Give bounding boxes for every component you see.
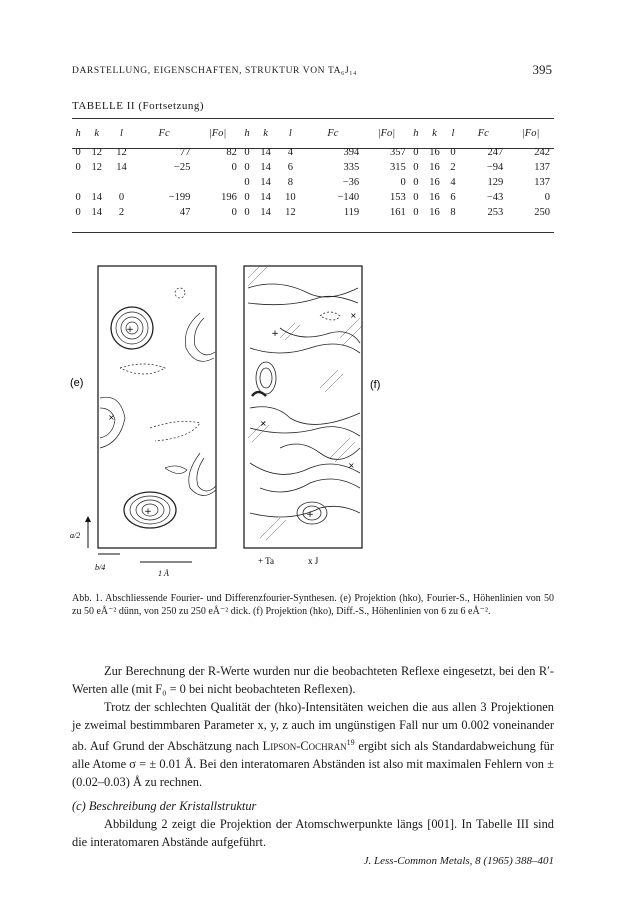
- table-cell: 0: [544, 192, 550, 203]
- table-cell: 0: [231, 162, 237, 173]
- table-cell: 12: [116, 147, 127, 158]
- table-cell: 357: [389, 147, 406, 158]
- ta-marker-e1: +: [126, 325, 134, 335]
- table-row: [72, 145, 554, 160]
- table-cell: 10: [285, 192, 296, 203]
- table-bottom-rule: [72, 232, 554, 233]
- table-top-rule: [72, 118, 554, 119]
- axis-b-label: b/4: [95, 563, 106, 572]
- j-marker-f1: ×: [350, 311, 357, 320]
- panel-f-hatching: [248, 266, 362, 540]
- table-cell: 242: [534, 147, 550, 158]
- table-cell: 16: [429, 207, 440, 218]
- table-cell: 14: [91, 192, 102, 203]
- table-cell: 153: [389, 192, 406, 203]
- j-marker-f2: ×: [260, 419, 267, 428]
- table-cell: 16: [429, 162, 440, 173]
- label-e: (e): [70, 377, 84, 389]
- table-cell: 82: [226, 147, 237, 158]
- citation-ref: 19: [346, 738, 355, 747]
- table-cell: 0: [413, 192, 419, 203]
- column-header: |Fo|: [208, 128, 227, 139]
- contour-figure: [70, 258, 480, 598]
- table-cell: [194, 175, 241, 190]
- column-header: Fc: [327, 128, 339, 139]
- table-cell: 77: [179, 147, 191, 158]
- data-table: [72, 125, 554, 220]
- running-title: DARSTELLUNG, EIGENSCHAFTEN, STRUKTUR VON TA₆J₁₄: [72, 66, 358, 76]
- scale-label: 1 Å: [158, 569, 169, 578]
- column-header: l: [120, 128, 123, 139]
- table-header-row: [72, 125, 554, 145]
- table-cell: 12: [91, 162, 102, 173]
- table-cell: −43: [486, 192, 504, 203]
- table-cell: 0: [244, 207, 250, 218]
- column-header: k: [94, 128, 100, 139]
- ta-marker-e2: +: [144, 507, 152, 517]
- table-caption: TABELLE II (Fortsetzung): [72, 100, 205, 112]
- column-header: |Fo|: [521, 128, 540, 139]
- table-cell: 14: [260, 147, 271, 158]
- axis-a-label: a/2: [70, 531, 81, 540]
- running-header: [72, 60, 552, 80]
- column-header: l: [288, 128, 292, 139]
- table-body: [72, 145, 554, 220]
- table-cell: 4: [287, 147, 293, 158]
- table-cell: [84, 175, 109, 190]
- j-marker-e: ×: [108, 413, 115, 422]
- table-cell: 394: [343, 147, 360, 158]
- table-cell: 2: [450, 162, 456, 173]
- column-header: h: [244, 128, 250, 139]
- table-cell: 14: [260, 162, 271, 173]
- table-cell: [72, 175, 84, 190]
- paragraph-3: Abbildung 2 zeigt die Projektion der Atomschwerpunkte längs [001]. In Tabelle III sind die interatomaren Abstände aufgeführt.: [72, 817, 554, 850]
- column-header: h: [413, 128, 419, 139]
- label-f: (f): [370, 379, 381, 391]
- table-cell: 8: [287, 177, 293, 188]
- panel-e-frame: [98, 266, 216, 548]
- column-header: k: [263, 128, 268, 139]
- table-cell: 247: [487, 147, 504, 158]
- table-cell: 0: [450, 147, 456, 158]
- axis-a-arrow: [85, 516, 91, 522]
- table-row: [72, 205, 554, 220]
- section-heading: (c) Beschreibung der Kristallstruktur: [72, 799, 257, 814]
- table-cell: −199: [168, 192, 191, 203]
- column-header: h: [75, 128, 81, 139]
- table-cell: 14: [260, 207, 271, 218]
- column-header: l: [451, 128, 455, 139]
- table-cell: 335: [343, 162, 360, 173]
- table-cell: 0: [75, 147, 81, 158]
- j-marker-f3: ×: [348, 461, 355, 470]
- citation-author: Lipson-Cochran: [262, 739, 347, 754]
- figure-caption: Abb. 1. Abschliessende Fourier- und Differenzfourier-Synthesen. (e) Projektion (hko), Fourier-S., Höhenlinien von 50 zu 50 eÅ⁻² dünn, von 250 zu 250 eÅ⁻² dick. (f) Projektion (hko), Diff.-S., Höhenlinien von 6 zu 6 eÅ⁻².: [72, 593, 554, 617]
- table-cell: 0: [413, 162, 419, 173]
- paragraph-2-a: Trotz der schlechten Qualität der (hko)-Intensitäten weichen die aus allen 3 Projektionen je zweimal bestimmbaren Parameter x, y, z auch im ungünstigen Fall nur um 0.002 voneinander ab. Auf Grund der Abschätzung nach: [72, 700, 554, 754]
- table-cell: 14: [260, 192, 271, 203]
- table-cell: 14: [91, 207, 102, 218]
- paragraph-2: [72, 698, 554, 791]
- table-cell: 16: [429, 177, 440, 188]
- table-cell: 16: [429, 147, 440, 158]
- panel-e-contours: [100, 288, 216, 528]
- column-header: Fc: [477, 128, 489, 139]
- table-cell: 12: [91, 147, 102, 158]
- table-cell: 250: [534, 207, 550, 218]
- table-cell: −140: [337, 192, 360, 203]
- table-cell: 0: [75, 162, 81, 173]
- table-cell: 0: [413, 177, 419, 188]
- table-cell: 0: [244, 177, 250, 188]
- table-cell: 137: [534, 162, 550, 173]
- table-cell: −94: [486, 162, 504, 173]
- table-cell: 253: [487, 207, 504, 218]
- table-cell: 129: [487, 177, 504, 188]
- paragraph-1: Zur Berechnung der R-Werte wurden nur die beobachteten Reflexe eingesetzt, bei den R′-Werten alle (mit F₀ = 0 bei nicht beobachteten Reflexen).: [72, 664, 554, 696]
- table-row: [72, 190, 554, 205]
- table-cell: 0: [231, 207, 237, 218]
- table-cell: −25: [173, 162, 191, 173]
- table-cell: 161: [389, 207, 406, 218]
- table-cell: [134, 175, 195, 190]
- table-cell: 12: [285, 207, 296, 218]
- table-cell: 0: [244, 162, 250, 173]
- table-cell: 0: [413, 147, 419, 158]
- table-cell: 0: [400, 177, 406, 188]
- column-header: |Fo|: [377, 128, 396, 139]
- ta-marker-f1: +: [271, 329, 279, 339]
- legend-j: x J: [308, 556, 319, 566]
- table-cell: 0: [118, 192, 125, 203]
- table-cell: 119: [343, 207, 360, 218]
- table-row: [72, 175, 554, 190]
- table-cell: 0: [75, 207, 81, 218]
- table-cell: 14: [260, 177, 271, 188]
- column-header: k: [432, 128, 437, 139]
- table-cell: 2: [118, 207, 125, 218]
- table-row: [72, 160, 554, 175]
- body-text: [72, 662, 554, 851]
- legend-ta: + Ta: [258, 556, 275, 566]
- table-cell: −36: [342, 177, 360, 188]
- ta-marker-f2: +: [306, 510, 314, 520]
- table-cell: 14: [116, 162, 127, 173]
- table-cell: [109, 175, 134, 190]
- table-cell: 196: [221, 192, 237, 203]
- table-cell: 137: [534, 177, 550, 188]
- table-cell: 0: [75, 192, 81, 203]
- table-cell: 6: [287, 162, 293, 173]
- table-cell: 0: [413, 207, 419, 218]
- table-cell: 0: [244, 192, 250, 203]
- table-cell: 6: [450, 192, 456, 203]
- table-cell: 47: [179, 207, 191, 218]
- column-header: Fc: [158, 128, 170, 139]
- table-cell: 315: [389, 162, 406, 173]
- table-cell: 0: [244, 147, 250, 158]
- table-cell: 16: [429, 192, 440, 203]
- table-cell: 4: [450, 177, 456, 188]
- journal-footer: J. Less-Common Metals, 8 (1965) 388–401: [363, 855, 554, 867]
- panel-f-contours: [248, 284, 360, 524]
- paragraph-2-b: ergibt sich als Standardabweichung für alle Atome σ = ± 0.01 Å. Bei den interatomaren Abständen ist also mit maximalen Fehlern von ± (0.02–0.03) Å zu rechnen.: [72, 739, 555, 790]
- table-cell: 8: [450, 207, 456, 218]
- page-number: 395: [532, 62, 552, 77]
